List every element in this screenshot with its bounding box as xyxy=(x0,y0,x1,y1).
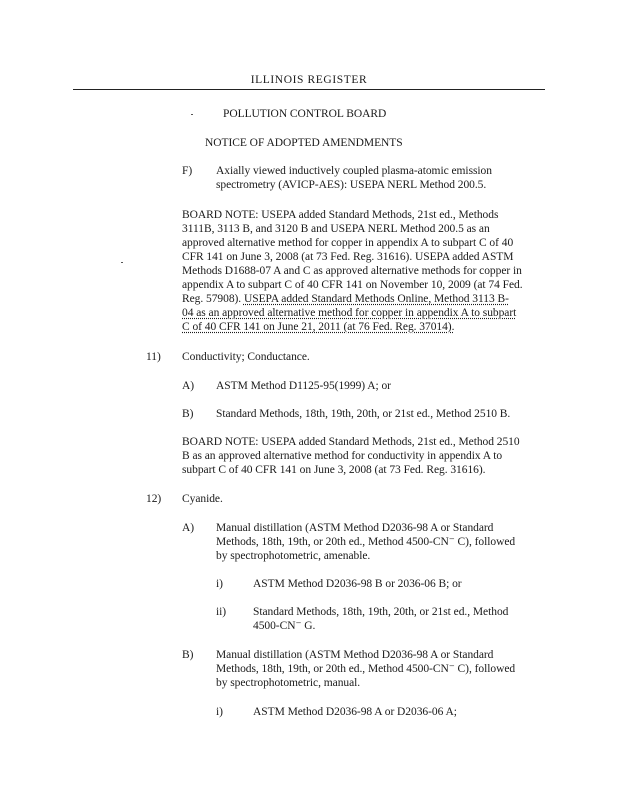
item12-b-i-text: ASTM Method D2036-98 A or D2036-06 A; xyxy=(253,706,457,718)
note1-line: Methods D1688-07 A and C as approved alternative methods for copper in xyxy=(182,265,522,277)
item12-a-i-marker: i) xyxy=(216,578,223,590)
item12-b-line: by spectrophotometric, manual. xyxy=(216,677,361,689)
register-title: ILLINOIS REGISTER xyxy=(250,74,368,86)
item11-title: Conductivity; Conductance. xyxy=(182,351,310,363)
item-f-line: Axially viewed inductively coupled plasma-atomic emission xyxy=(216,165,492,177)
note1-added-text: C of 40 CFR 141 on June 21, 2011 (at 76 Fed. Reg. 37014). xyxy=(182,321,455,333)
note1-line: BOARD NOTE: USEPA added Standard Methods, 21st ed., Methods xyxy=(182,209,499,221)
item-f-marker: F) xyxy=(182,165,193,177)
note1-line: 3111B, 3113 B, and 3120 B and USEPA NERL Method 200.5 as an xyxy=(182,223,490,235)
note1-added-text: USEPA added Standard Methods Online, Method 3113 B- xyxy=(243,293,509,305)
item12-a-line: Manual distillation (ASTM Method D2036-98 A or Standard xyxy=(216,522,494,534)
item11-a-marker: A) xyxy=(182,380,195,392)
item-f-line: spectrometry (AVICP-AES): USEPA NERL Method 200.5. xyxy=(216,179,487,191)
note1-added-text: 04 as an approved alternative method for copper in appendix A to subpart xyxy=(182,307,517,319)
item11-b-text: Standard Methods, 18th, 19th, 20th, or 21st ed., Method 2510 B. xyxy=(216,408,511,420)
item12-a-ii-line: Standard Methods, 18th, 19th, 20th, or 21st ed., Method xyxy=(253,606,509,618)
scan-speck xyxy=(121,262,123,263)
item12-b-line: Methods, 18th, 19th, or 20th ed., Method 4500-CN⁻ C), followed xyxy=(216,663,516,675)
item11-a-text: ASTM Method D1125-95(1999) A; or xyxy=(216,380,391,392)
note2-line: BOARD NOTE: USEPA added Standard Methods, 21st ed., Method 2510 xyxy=(182,436,520,448)
note2-line: B as an approved alternative method for conductivity in appendix A to xyxy=(182,450,503,462)
item12-a-line: Methods, 18th, 19th, or 20th ed., Method 4500-CN⁻ C), followed xyxy=(216,536,516,548)
scan-speck xyxy=(191,114,193,115)
item12-marker: 12) xyxy=(146,493,162,505)
note1-line7-plain: Reg. 57908). xyxy=(182,293,244,305)
item12-a-marker: A) xyxy=(182,522,195,534)
item12-b-line: Manual distillation (ASTM Method D2036-98 A or Standard xyxy=(216,649,494,661)
item11-b-marker: B) xyxy=(182,408,194,420)
note1-line: approved alternative method for copper in appendix A to subpart C of 40 xyxy=(182,237,514,249)
item12-a-i-text: ASTM Method D2036-98 B or 2036-06 B; or xyxy=(253,578,462,590)
item12-a-line: by spectrophotometric, amenable. xyxy=(216,550,371,562)
note1-line xyxy=(182,292,509,306)
item12-a-ii-marker: ii) xyxy=(216,606,227,618)
item11-marker: 11) xyxy=(146,351,161,363)
header-rule xyxy=(73,89,545,90)
notice-title: NOTICE OF ADOPTED AMENDMENTS xyxy=(205,137,403,149)
note2-line: subpart C of 40 CFR 141 on June 3, 2008 (at 73 Fed. Reg. 31616). xyxy=(182,464,486,476)
item12-title: Cyanide. xyxy=(182,493,223,505)
item12-b-marker: B) xyxy=(182,649,194,661)
item12-a-ii-line: 4500-CN⁻ G. xyxy=(253,620,316,632)
item12-b-i-marker: i) xyxy=(216,706,223,718)
board-title: POLLUTION CONTROL BOARD xyxy=(223,108,387,120)
note1-line: appendix A to subpart C of 40 CFR 141 on November 10, 2009 (at 74 Fed. xyxy=(182,279,523,291)
note1-line: CFR 141 on June 3, 2008 (at 73 Fed. Reg. 31616). USEPA added ASTM xyxy=(182,251,514,263)
